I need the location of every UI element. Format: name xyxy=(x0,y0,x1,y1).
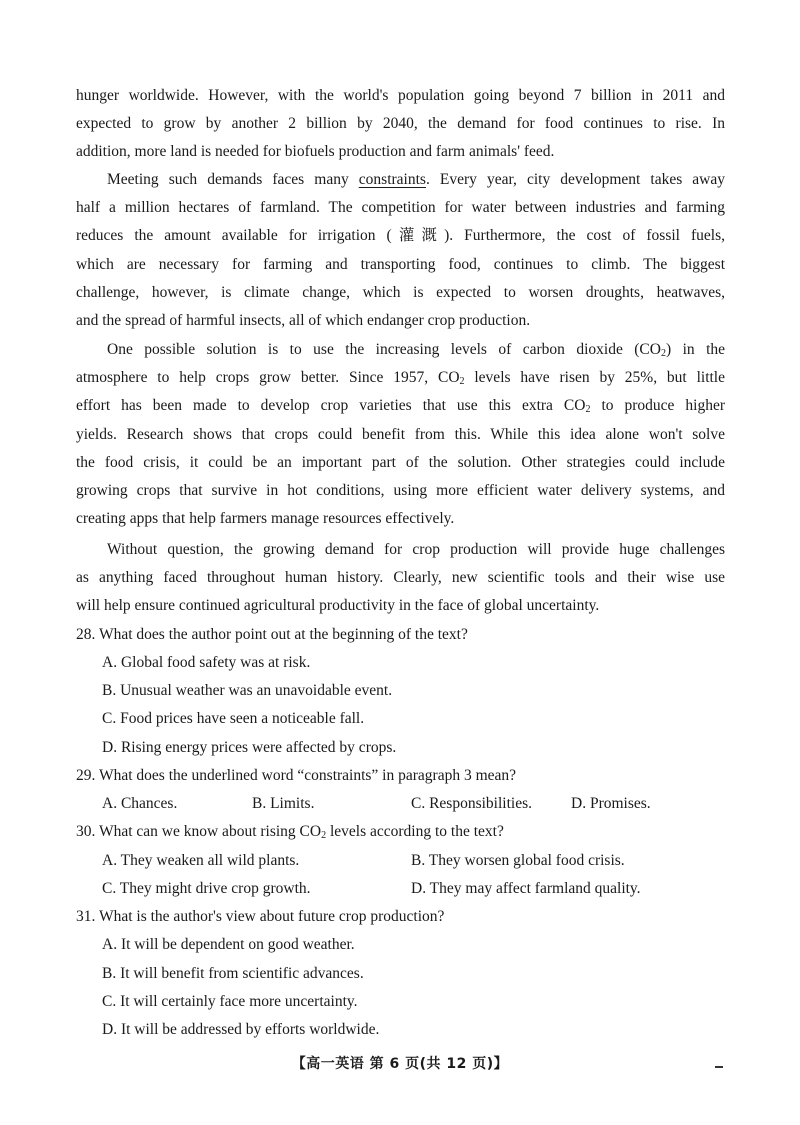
subscript: 2 xyxy=(585,404,591,416)
question-31-stem: 31. What is the author's view about future crop production? xyxy=(76,908,445,925)
subscript: 2 xyxy=(459,376,465,388)
text-line: addition, more land is needed for biofuels production and farm animals' feed. xyxy=(76,143,555,161)
underlined-word: constraints xyxy=(358,171,426,188)
text-fragment: levels according to the text? xyxy=(326,823,504,840)
question-28-option-b[interactable]: B. Unusual weather was an unavoidable event. xyxy=(102,682,393,699)
text-line xyxy=(76,336,725,364)
question-30-option-b[interactable]: B. They worsen global food crisis. xyxy=(411,852,625,869)
question-28-stem: 28. What does the author point out at the beginning of the text? xyxy=(76,626,468,643)
text-line: expected to grow by another 2 billion by 2040, the demand for food continues to rise. In xyxy=(76,115,725,133)
question-31-option-d[interactable]: D. It will be addressed by efforts worldwide. xyxy=(102,1021,380,1038)
text-line: reduces the amount available for irrigation (灌溉). Furthermore, the cost of fossil fuels, xyxy=(76,227,725,245)
text-line: yields. Research shows that crops could benefit from this. While this idea alone won't solve xyxy=(76,425,725,443)
question-31-option-c[interactable]: C. It will certainly face more uncertainty. xyxy=(102,993,358,1010)
text-line: and the spread of harmful insects, all of which endanger crop production. xyxy=(76,312,531,330)
text-line: hunger worldwide. However, with the world's population going beyond 7 billion in 2011 and xyxy=(76,87,725,104)
text-line: half a million hectares of farmland. The competition for water between industries and farming xyxy=(76,199,725,217)
corner-mark xyxy=(715,1066,723,1068)
text-fragment: One possible solution is to use the increasing levels of carbon dioxide (CO xyxy=(107,341,661,358)
text-fragment: levels have risen by 25%, but little xyxy=(464,369,725,387)
text-fragment: to produce higher xyxy=(590,397,725,415)
text-line: the food crisis, it could be an important part of the solution. Other strategies could include xyxy=(76,453,725,471)
question-28-option-d[interactable]: D. Rising energy prices were affected by crops. xyxy=(102,739,397,756)
question-31-option-b[interactable]: B. It will benefit from scientific advances. xyxy=(102,965,364,982)
text-fragment: ) in the xyxy=(665,341,726,358)
text-fragment: Meeting such demands faces many xyxy=(107,171,359,188)
text-line: which are necessary for farming and transporting food, continues to climb. The biggest xyxy=(76,255,725,273)
passage-paragraph-2 xyxy=(76,166,725,335)
subscript: 2 xyxy=(660,348,666,359)
text-line: Without question, the growing demand for crop production will provide huge challenges xyxy=(107,541,725,558)
question-30-option-d[interactable]: D. They may affect farmland quality. xyxy=(411,880,641,897)
text-fragment: 30. What can we know about rising CO xyxy=(76,823,322,840)
question-29-option-d[interactable]: D. Promises. xyxy=(571,795,651,812)
question-30-stem xyxy=(76,822,504,842)
text-line: challenge, however, is climate change, which is expected to worsen droughts, heatwaves, xyxy=(76,283,725,301)
page-footer: 【高一英语 第 6 页(共 12 页)】 xyxy=(291,1056,509,1072)
text-line: will help ensure continued agricultural productivity in the face of global uncertainty. xyxy=(76,597,600,615)
question-28-option-a[interactable]: A. Global food safety was at risk. xyxy=(102,654,311,671)
text-line xyxy=(76,392,725,420)
question-31-option-a[interactable]: A. It will be dependent on good weather. xyxy=(102,936,355,953)
text-line: creating apps that help farmers manage resources effectively. xyxy=(76,510,455,528)
question-29-option-c[interactable]: C. Responsibilities. xyxy=(411,795,532,812)
text-line xyxy=(76,364,725,392)
question-28-option-c[interactable]: C. Food prices have seen a noticeable fall. xyxy=(102,710,365,727)
question-30-option-a[interactable]: A. They weaken all wild plants. xyxy=(102,852,300,869)
passage-paragraph-4 xyxy=(76,536,725,621)
question-29-option-a[interactable]: A. Chances. xyxy=(102,795,178,812)
passage-paragraph-3 xyxy=(76,336,725,533)
question-29-stem: 29. What does the underlined word “constraints” in paragraph 3 mean? xyxy=(76,767,517,784)
text-line xyxy=(76,166,725,194)
text-fragment: effort has been made to develop crop varieties that use this extra CO xyxy=(76,397,586,415)
question-29-option-b[interactable]: B. Limits. xyxy=(252,795,315,812)
text-line: as anything faced throughout human history. Clearly, new scientific tools and their wise use xyxy=(76,569,725,587)
subscript: 2 xyxy=(321,830,327,841)
question-30-option-c[interactable]: C. They might drive crop growth. xyxy=(102,880,311,897)
text-fragment: atmosphere to help crops grow better. Since 1957, CO xyxy=(76,369,460,387)
text-line: growing crops that survive in hot conditions, using more efficient water delivery systems, and xyxy=(76,482,725,500)
text-fragment: . Every year, city development takes away xyxy=(425,171,725,188)
passage-paragraph-1 xyxy=(76,82,725,167)
